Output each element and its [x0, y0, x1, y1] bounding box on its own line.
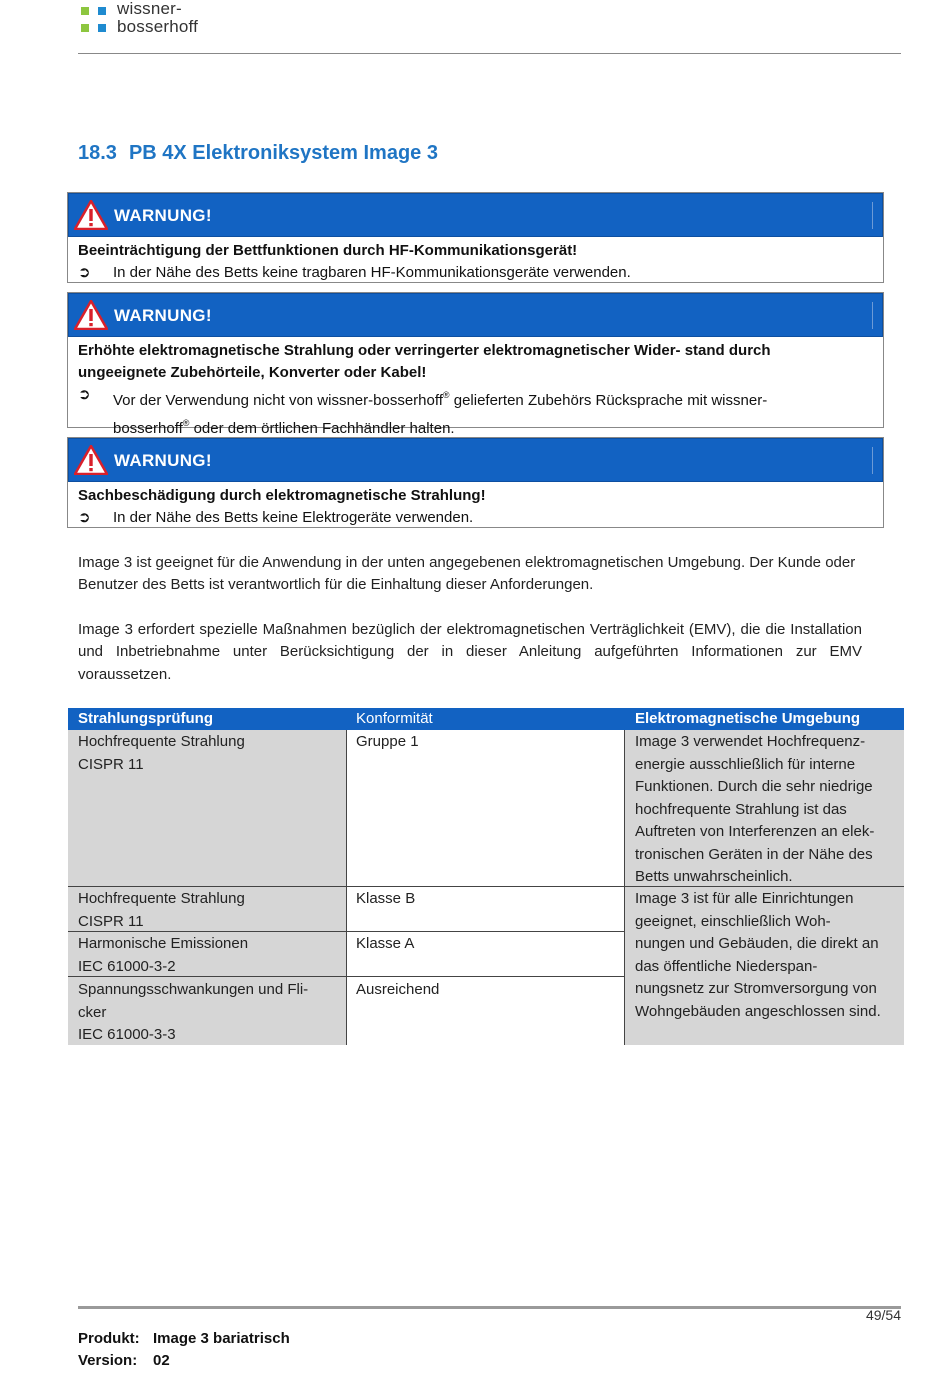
- logo-square-icon: [81, 24, 89, 32]
- arrow-right-icon: ➲: [78, 386, 91, 403]
- warning-box: [67, 437, 884, 528]
- warning-box: [67, 192, 884, 283]
- warning-header: [68, 293, 883, 337]
- brand-name-line1: wissner-: [117, 0, 182, 18]
- table-cell-environment: [635, 888, 900, 1023]
- warning-headline: Sachbeschädigung durch elektromagnetische Strahlung!: [78, 487, 486, 504]
- cell-line: CISPR 11: [78, 912, 144, 930]
- header-divider: [78, 53, 901, 54]
- intro-paragraph: Image 3 ist geeignet für die Anwendung in der unten angegebenen elektromagnetischen Umgebung. Der Kunde oder Benutzer des Betts ist verantwortlich für die Einhaltung dieser Anforderungen.: [78, 554, 856, 594]
- warning-triangle-icon: [74, 300, 108, 330]
- table-cell-environment: [635, 731, 900, 889]
- footer-product-label: Produkt:: [78, 1330, 140, 1347]
- cell-line: nungen und Gebäuden, die direkt an: [635, 935, 879, 952]
- registered-mark: ®: [442, 390, 450, 400]
- warning-header: [68, 193, 883, 237]
- warning-step-text: In der Nähe des Betts keine Elektrogeräte verwenden.: [113, 509, 474, 526]
- warning-step-text-a: Vor der Verwendung nicht von wissner-bosserhoff: [113, 392, 443, 409]
- cell-line: IEC 61000-3-3: [78, 1026, 176, 1043]
- footer-product-value: Image 3 bariatrisch: [153, 1330, 290, 1347]
- table-column-divider: [346, 730, 347, 1045]
- table-header-cell: Elektromagnetische Umgebung: [635, 710, 861, 727]
- warning-step-text: In der Nähe des Betts keine tragbaren HF-Kommunikationsgeräte verwenden.: [113, 264, 631, 281]
- cell-line: CISPR 11: [78, 755, 144, 773]
- warning-triangle-icon: [74, 445, 108, 475]
- arrow-right-icon: ➲: [78, 264, 91, 281]
- table-header-row: [68, 708, 904, 730]
- table-header-cell: Konformität: [356, 710, 433, 727]
- section-title: [78, 142, 438, 165]
- warning-step: [78, 507, 873, 529]
- warning-headline: Erhöhte elektromagnetische Strahlung oder verringerter elektromagnetischer Wider- stand durch ungeeignete Zubehörteile, Konverter oder Kabel!: [78, 342, 771, 381]
- warning-header: [68, 438, 883, 482]
- cell-line: Auftreten von Interferenzen an elek-: [635, 823, 875, 840]
- header-tick: [872, 202, 873, 229]
- warning-triangle-icon: [74, 200, 108, 230]
- logo-square-icon: [98, 7, 106, 15]
- logo-square-icon: [98, 24, 106, 32]
- warning-label: WARNUNG!: [114, 306, 212, 325]
- cell-line: Funktionen. Durch die sehr niedrige: [635, 778, 873, 795]
- arrow-right-icon: ➲: [78, 509, 91, 526]
- warning-headline: Beeinträchtigung der Bettfunktionen durch HF-Kommunikationsgerät!: [78, 242, 578, 259]
- cell-line: energie ausschließlich für interne: [635, 755, 856, 773]
- footer-version-value: 02: [153, 1352, 170, 1369]
- registered-mark: ®: [182, 418, 190, 428]
- section-number: 18.3: [78, 142, 117, 164]
- cell-line: Image 3 ist für alle Einrichtungen: [635, 890, 854, 907]
- cell-line: hochfrequente Strahlung ist das: [635, 800, 847, 818]
- cell-line: Wohngebäuden angeschlossen sind.: [635, 1002, 881, 1020]
- warning-step-text-b: gelieferten Zubehörs Rücksprache mit wissner-bosserhoff: [113, 392, 768, 437]
- cell-line: cker: [78, 1003, 107, 1021]
- cell-line: das öffentliche Niederspan-: [635, 957, 818, 975]
- emv-paragraph: Image 3 erfordert spezielle Maßnahmen bezüglich der elektromagnetischen Verträglichkeit (EMV), die die Installation und Inbetriebnahme unter Berücksichtigung der in dieser Anleitung aufgeführten Informationen zur EMV voraussetzen.: [78, 621, 862, 683]
- warning-step-text-c: oder dem örtlichen Fachhändler halten.: [189, 420, 455, 437]
- header-tick: [872, 447, 873, 474]
- table-cell-test: [78, 888, 245, 933]
- header-tick: [872, 302, 873, 329]
- table-cell-conformity: Ausreichend: [356, 981, 440, 998]
- cell-line: geeignet, einschließlich Woh-: [635, 912, 831, 930]
- cell-line: IEC 61000-3-2: [78, 957, 176, 975]
- table-column-divider: [624, 730, 625, 1045]
- table-cell-conformity: Klasse B: [356, 890, 416, 907]
- cell-line: Spannungsschwankungen und Fli-: [78, 981, 309, 998]
- cell-line: tronischen Geräten in der Nähe des: [635, 845, 873, 863]
- warning-step: [78, 384, 823, 440]
- footer-version: [78, 1352, 170, 1369]
- table-cell-conformity: Gruppe 1: [356, 733, 419, 750]
- table-cell-conformity: Klasse A: [356, 935, 415, 952]
- footer-divider: [78, 1306, 901, 1309]
- table-cell-test: [78, 731, 245, 776]
- warning-step: [78, 262, 873, 284]
- footer-version-label: Version:: [78, 1352, 138, 1369]
- warning-label: WARNUNG!: [114, 206, 212, 225]
- brand-logo: [81, 2, 241, 38]
- table-cell-test: [78, 979, 308, 1047]
- cell-line: nungsnetz zur Stromversorgung von: [635, 980, 877, 997]
- cell-line: Hochfrequente Strahlung: [78, 733, 245, 750]
- cell-line: Betts unwahrscheinlich.: [635, 868, 793, 885]
- footer-product: [78, 1330, 290, 1347]
- logo-square-icon: [81, 7, 89, 15]
- table-cell-test: [78, 933, 248, 978]
- cell-line: Image 3 verwendet Hochfrequenz-: [635, 733, 866, 750]
- cell-line: Hochfrequente Strahlung: [78, 890, 245, 907]
- section-heading: PB 4X Elektroniksystem Image 3: [128, 142, 438, 164]
- warning-label: WARNUNG!: [114, 451, 212, 470]
- cell-line: Harmonische Emissionen: [78, 935, 249, 952]
- table-header-cell: Strahlungsprüfung: [78, 710, 213, 727]
- brand-name-line2: bosserhoff: [117, 17, 199, 36]
- page-number: 49/54: [865, 1307, 901, 1323]
- warning-box: [67, 292, 884, 437]
